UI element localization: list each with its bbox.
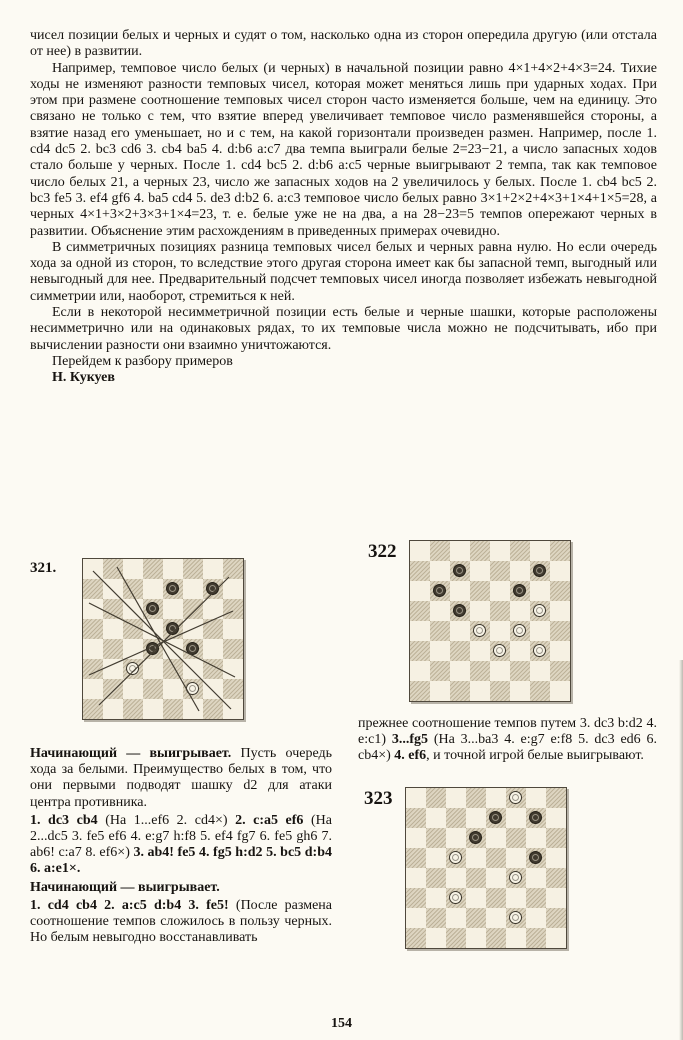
board-square bbox=[506, 868, 526, 888]
board-square bbox=[486, 788, 506, 808]
move-text: Начинающий — выигрывает. bbox=[30, 746, 241, 761]
board-square bbox=[426, 928, 446, 948]
board-square bbox=[446, 808, 466, 828]
board-square bbox=[546, 808, 566, 828]
board-square bbox=[203, 639, 223, 659]
black-checker-piece bbox=[489, 811, 502, 824]
board-square bbox=[450, 541, 470, 561]
white-checker-piece bbox=[449, 891, 462, 904]
board-square bbox=[526, 908, 546, 928]
board-square bbox=[510, 661, 530, 681]
board-square bbox=[550, 601, 570, 621]
white-checker-piece bbox=[449, 851, 462, 864]
body-text: , и точной игрой белые выигрывают. bbox=[426, 748, 644, 764]
board-square bbox=[143, 639, 163, 659]
board-square bbox=[530, 621, 550, 641]
board-square bbox=[123, 579, 143, 599]
board-square bbox=[426, 908, 446, 928]
board-square bbox=[406, 908, 426, 928]
black-checker-piece bbox=[533, 564, 546, 577]
paragraph: чисел позиции белых и черных и судят о том, насколько одна из сторон опередила другую (или отстала от нее) в развитии. bbox=[30, 28, 657, 60]
board-square bbox=[530, 561, 550, 581]
scan-edge-shadow bbox=[679, 660, 683, 1040]
board-square bbox=[83, 639, 103, 659]
board-square bbox=[486, 868, 506, 888]
paragraph: Если в некоторой несимметричной позиции есть белые и черные шашки, которые расположены несимметрично или на одинаковых рядах, то их темповые числа можно не подсчитывать, ибо при вычислении разности они взаимно уничтожаются. bbox=[30, 305, 657, 353]
board-square bbox=[470, 581, 490, 601]
board-square bbox=[223, 679, 243, 699]
white-checker-piece bbox=[513, 624, 526, 637]
board-square bbox=[446, 908, 466, 928]
board-square bbox=[430, 581, 450, 601]
board-square bbox=[490, 681, 510, 701]
board-square bbox=[526, 788, 546, 808]
board-square bbox=[83, 579, 103, 599]
board-square bbox=[203, 699, 223, 719]
board-square bbox=[486, 908, 506, 928]
board-square bbox=[430, 681, 450, 701]
board-square bbox=[470, 561, 490, 581]
body-text: (На 1...ef6 2. cd4×) bbox=[105, 812, 236, 828]
board-square bbox=[430, 661, 450, 681]
board-square bbox=[183, 619, 203, 639]
board-square bbox=[163, 559, 183, 579]
board-square bbox=[530, 541, 550, 561]
board-square bbox=[490, 601, 510, 621]
black-checker-piece bbox=[146, 602, 159, 615]
board-square bbox=[550, 621, 570, 641]
board-square bbox=[123, 679, 143, 699]
board-square bbox=[550, 541, 570, 561]
board-square bbox=[143, 599, 163, 619]
checkers-board-323 bbox=[405, 787, 567, 949]
black-checker-piece bbox=[453, 604, 466, 617]
board-square bbox=[546, 828, 566, 848]
board-square bbox=[406, 788, 426, 808]
board-square bbox=[530, 581, 550, 601]
board-square bbox=[103, 699, 123, 719]
board-square bbox=[103, 579, 123, 599]
board-square bbox=[446, 828, 466, 848]
board-square bbox=[406, 808, 426, 828]
board-square bbox=[143, 619, 163, 639]
board-square bbox=[183, 639, 203, 659]
board-square bbox=[526, 888, 546, 908]
board-square bbox=[103, 599, 123, 619]
board-square bbox=[410, 641, 430, 661]
diagram-322-label: 322 bbox=[368, 541, 397, 562]
white-checker-piece bbox=[509, 871, 522, 884]
board-square bbox=[526, 868, 546, 888]
board-square bbox=[466, 788, 486, 808]
black-checker-piece bbox=[186, 642, 199, 655]
board-square bbox=[506, 848, 526, 868]
board-square bbox=[83, 699, 103, 719]
board-square bbox=[430, 601, 450, 621]
board-square bbox=[446, 788, 466, 808]
board-square bbox=[470, 641, 490, 661]
board-square bbox=[526, 808, 546, 828]
board-square bbox=[526, 828, 546, 848]
board-square bbox=[83, 679, 103, 699]
body-text: (На 2...dc5 3. fe5 ef6 4. e:g7 h:f8 5. ef4 fg7 6. fe5 gh6 7. ab6! c:a7 8. ef6×) bbox=[30, 812, 332, 861]
move-text: 1. cd4 cb4 2. a:c5 d:b4 3. fe5! bbox=[30, 897, 236, 913]
board-square bbox=[123, 559, 143, 579]
board-square bbox=[83, 619, 103, 639]
board-square bbox=[103, 679, 123, 699]
board-square bbox=[486, 828, 506, 848]
board-square bbox=[490, 661, 510, 681]
board-square bbox=[83, 659, 103, 679]
board-square bbox=[406, 828, 426, 848]
paragraph bbox=[358, 716, 657, 765]
board-square bbox=[506, 928, 526, 948]
white-checker-piece bbox=[473, 624, 486, 637]
board-square bbox=[450, 601, 470, 621]
board-square bbox=[550, 681, 570, 701]
white-checker-piece bbox=[509, 791, 522, 804]
board-square bbox=[203, 599, 223, 619]
board-square bbox=[410, 581, 430, 601]
notation-paragraph bbox=[30, 898, 332, 947]
board-square bbox=[103, 659, 123, 679]
board-square bbox=[426, 868, 446, 888]
white-checker-piece bbox=[533, 644, 546, 657]
board-square bbox=[506, 808, 526, 828]
board-square bbox=[470, 621, 490, 641]
diagram-321-label: 321. bbox=[30, 560, 57, 576]
board-square bbox=[183, 579, 203, 599]
board-square bbox=[470, 661, 490, 681]
diagram-323-label: 323 bbox=[364, 787, 393, 809]
diagram-322 bbox=[368, 540, 657, 702]
board-square bbox=[550, 561, 570, 581]
board-square bbox=[203, 679, 223, 699]
board-square bbox=[506, 788, 526, 808]
board-square bbox=[123, 639, 143, 659]
board-square bbox=[510, 601, 530, 621]
board-square bbox=[506, 908, 526, 928]
board-square bbox=[466, 868, 486, 888]
board-square bbox=[143, 659, 163, 679]
board-square bbox=[470, 541, 490, 561]
board-square bbox=[450, 621, 470, 641]
board-square bbox=[163, 639, 183, 659]
black-checker-piece bbox=[433, 584, 446, 597]
board-square bbox=[510, 541, 530, 561]
board-square bbox=[546, 868, 566, 888]
white-checker-piece bbox=[509, 911, 522, 924]
board-square bbox=[526, 848, 546, 868]
board-square bbox=[223, 639, 243, 659]
board-square bbox=[470, 681, 490, 701]
board-square bbox=[143, 699, 163, 719]
board-square bbox=[163, 579, 183, 599]
board-square bbox=[450, 581, 470, 601]
board-square bbox=[466, 808, 486, 828]
checkers-board-322 bbox=[409, 540, 571, 702]
board-square bbox=[466, 928, 486, 948]
board-square bbox=[123, 619, 143, 639]
board-square bbox=[183, 699, 203, 719]
diagram-323 bbox=[364, 787, 657, 949]
move-text: 4. ef6 bbox=[394, 748, 427, 764]
move-text: 1. dc3 cb4 bbox=[30, 812, 106, 828]
checkers-board-321 bbox=[82, 558, 244, 720]
board-square bbox=[466, 848, 486, 868]
notation-paragraph bbox=[30, 813, 332, 878]
board-square bbox=[510, 641, 530, 661]
board-square bbox=[410, 561, 430, 581]
board-square bbox=[123, 599, 143, 619]
body-text: (На 3...ba3 4. e:g7 e:f8 5. dc3 ed6 6. cb4×) bbox=[358, 732, 658, 764]
board-square bbox=[223, 659, 243, 679]
diagram-321 bbox=[30, 558, 332, 720]
board-square bbox=[203, 559, 223, 579]
board-square bbox=[530, 681, 550, 701]
board-square bbox=[530, 641, 550, 661]
board-square bbox=[490, 621, 510, 641]
board-square bbox=[223, 599, 243, 619]
board-square bbox=[430, 621, 450, 641]
board-square bbox=[490, 641, 510, 661]
white-checker-piece bbox=[493, 644, 506, 657]
left-column bbox=[30, 540, 332, 949]
body-text: прежнее соотношение темпов путем 3. dc3 b:d2 4. e:c1) bbox=[358, 716, 657, 748]
board-square bbox=[223, 619, 243, 639]
board-square bbox=[83, 599, 103, 619]
board-square bbox=[550, 581, 570, 601]
board-square bbox=[490, 561, 510, 581]
board-square bbox=[163, 679, 183, 699]
black-checker-piece bbox=[529, 811, 542, 824]
white-checker-piece bbox=[533, 604, 546, 617]
board-square bbox=[223, 699, 243, 719]
board-square bbox=[163, 699, 183, 719]
board-square bbox=[546, 908, 566, 928]
board-square bbox=[183, 679, 203, 699]
board-square bbox=[450, 561, 470, 581]
board-square bbox=[203, 579, 223, 599]
board-square bbox=[510, 581, 530, 601]
two-column-section bbox=[30, 540, 657, 949]
board-square bbox=[83, 559, 103, 579]
board-square bbox=[506, 828, 526, 848]
board-square bbox=[426, 888, 446, 908]
board-square bbox=[123, 659, 143, 679]
board-square bbox=[490, 581, 510, 601]
body-text: Пусть очередь хода за белыми. Преимущество белых в том, что они первыми подводят шашку d2 для атаки центра противника. bbox=[30, 746, 332, 810]
board-square bbox=[410, 621, 430, 641]
black-checker-piece bbox=[469, 831, 482, 844]
board-square bbox=[486, 848, 506, 868]
board-square bbox=[103, 559, 123, 579]
board-square bbox=[550, 641, 570, 661]
board-square bbox=[410, 601, 430, 621]
board-square bbox=[446, 848, 466, 868]
board-square bbox=[490, 541, 510, 561]
page-number: 154 bbox=[331, 1016, 352, 1031]
white-checker-piece bbox=[186, 682, 199, 695]
paragraph: Перейдем к разбору примеров bbox=[52, 353, 233, 369]
board-square bbox=[446, 928, 466, 948]
black-checker-piece bbox=[513, 584, 526, 597]
board-square bbox=[406, 868, 426, 888]
board-square bbox=[486, 808, 506, 828]
white-checker-piece bbox=[126, 662, 139, 675]
board-square bbox=[223, 579, 243, 599]
board-square bbox=[223, 559, 243, 579]
board-square bbox=[426, 828, 446, 848]
board-square bbox=[546, 788, 566, 808]
subheading: Начинающий — выигрывает. bbox=[30, 879, 220, 895]
board-square bbox=[163, 619, 183, 639]
board-square bbox=[123, 699, 143, 719]
board-square bbox=[183, 659, 203, 679]
move-text: 2. c:a5 ef6 bbox=[235, 812, 311, 828]
board-square bbox=[406, 848, 426, 868]
intro-text bbox=[30, 28, 657, 387]
board-square bbox=[143, 579, 163, 599]
board-square bbox=[510, 621, 530, 641]
body-text: (После размена соотношение темпов сложилось в пользу черных. Но белым невыгодно восстанавливать bbox=[30, 897, 332, 946]
board-square bbox=[550, 661, 570, 681]
paragraph: В симметричных позициях разница темповых чисел белых и черных равна нулю. Но если очередь хода за одной из сторон, то вследствие этого другая сторона имеет как бы запасной темп, выгодный или невыгодный для нее. Предварительный подсчет темповых чисел иногда позволяет избежать невыгодной симметрии или, наоборот, стремиться к ней. bbox=[30, 239, 657, 304]
board-square bbox=[530, 601, 550, 621]
board-square bbox=[103, 619, 123, 639]
board-square bbox=[446, 888, 466, 908]
board-square bbox=[466, 888, 486, 908]
black-checker-piece bbox=[166, 622, 179, 635]
board-square bbox=[450, 661, 470, 681]
board-square bbox=[103, 639, 123, 659]
author-name: Н. Кукуев bbox=[52, 370, 115, 386]
black-checker-piece bbox=[529, 851, 542, 864]
black-checker-piece bbox=[166, 582, 179, 595]
board-square bbox=[470, 601, 490, 621]
board-square bbox=[450, 681, 470, 701]
board-square bbox=[546, 888, 566, 908]
move-text: 3. ab4! fe5 4. fg5 h:d2 5. bc5 d:b4 6. a:e1×. bbox=[30, 845, 332, 877]
move-text: 3...fg5 bbox=[391, 732, 434, 748]
board-square bbox=[203, 619, 223, 639]
board-square bbox=[183, 559, 203, 579]
board-square bbox=[510, 681, 530, 701]
board-square bbox=[163, 659, 183, 679]
board-square bbox=[143, 559, 163, 579]
board-square bbox=[430, 641, 450, 661]
board-square bbox=[530, 661, 550, 681]
board-square bbox=[466, 828, 486, 848]
board-square bbox=[430, 561, 450, 581]
board-square bbox=[410, 661, 430, 681]
board-square bbox=[426, 848, 446, 868]
board-square bbox=[143, 679, 163, 699]
black-checker-piece bbox=[206, 582, 219, 595]
board-square bbox=[430, 541, 450, 561]
board-square bbox=[410, 681, 430, 701]
board-square bbox=[526, 928, 546, 948]
board-square bbox=[450, 641, 470, 661]
board-square bbox=[410, 541, 430, 561]
paragraph bbox=[30, 746, 332, 811]
board-square bbox=[203, 659, 223, 679]
board-square bbox=[446, 868, 466, 888]
board-square bbox=[486, 928, 506, 948]
board-square bbox=[406, 928, 426, 948]
board-square bbox=[163, 599, 183, 619]
board-square bbox=[426, 788, 446, 808]
board-square bbox=[486, 888, 506, 908]
right-column bbox=[358, 540, 657, 949]
board-square bbox=[183, 599, 203, 619]
board-square bbox=[506, 888, 526, 908]
board-square bbox=[510, 561, 530, 581]
black-checker-piece bbox=[453, 564, 466, 577]
board-square bbox=[546, 848, 566, 868]
board-square bbox=[406, 888, 426, 908]
board-square bbox=[546, 928, 566, 948]
black-checker-piece bbox=[146, 642, 159, 655]
board-square bbox=[426, 808, 446, 828]
paragraph: Например, темповое число белых (и черных) в начальной позиции равно 4×1+4×2+4×3=24. Тихие ходы не изменяют разности темповых чисел, которая может меняться лишь при ударных ходах. При этом при размене соотношение темповых чисел сторон часто изменяется больше, чем на единицу. Это связано не только с тем, что взятие вперед увеличивает темповое число разменявшейся стороны, а взятие назад его уменьшает, но и с тем, на какой горизонтали произведен размен. Например, после 1. cd4 dc5 2. bc3 cd6 3. cb4 ba5 4. d:b6 a:c7 два темпа выиграли белые 2=23−21, а число запасных ходов стало больше у черных. После 1. cd4 bc5 2. d:b6 a:c5 черные выигрывают 2 темпа, так как темповое число белых 21, а черных 23, число же запасных ходов на 2 увеличилось у белых. После 1. cb4 bc5 2. bc3 fe5 3. ef4 gf6 4. ba5 cd4 5. de3 d:b2 6. a:c3 темповое число белых равно 3×1+2×2+4×3+1×4+1×5=28, а черных 4×1+3×2+3×3+1×4=23, т. е. белые уже не на два, а на 28−23=5 темпов опережают черных в развитии. Объяснение этим расхождениям в приведенных примерах очевидно. bbox=[30, 60, 657, 239]
board-square bbox=[466, 908, 486, 928]
